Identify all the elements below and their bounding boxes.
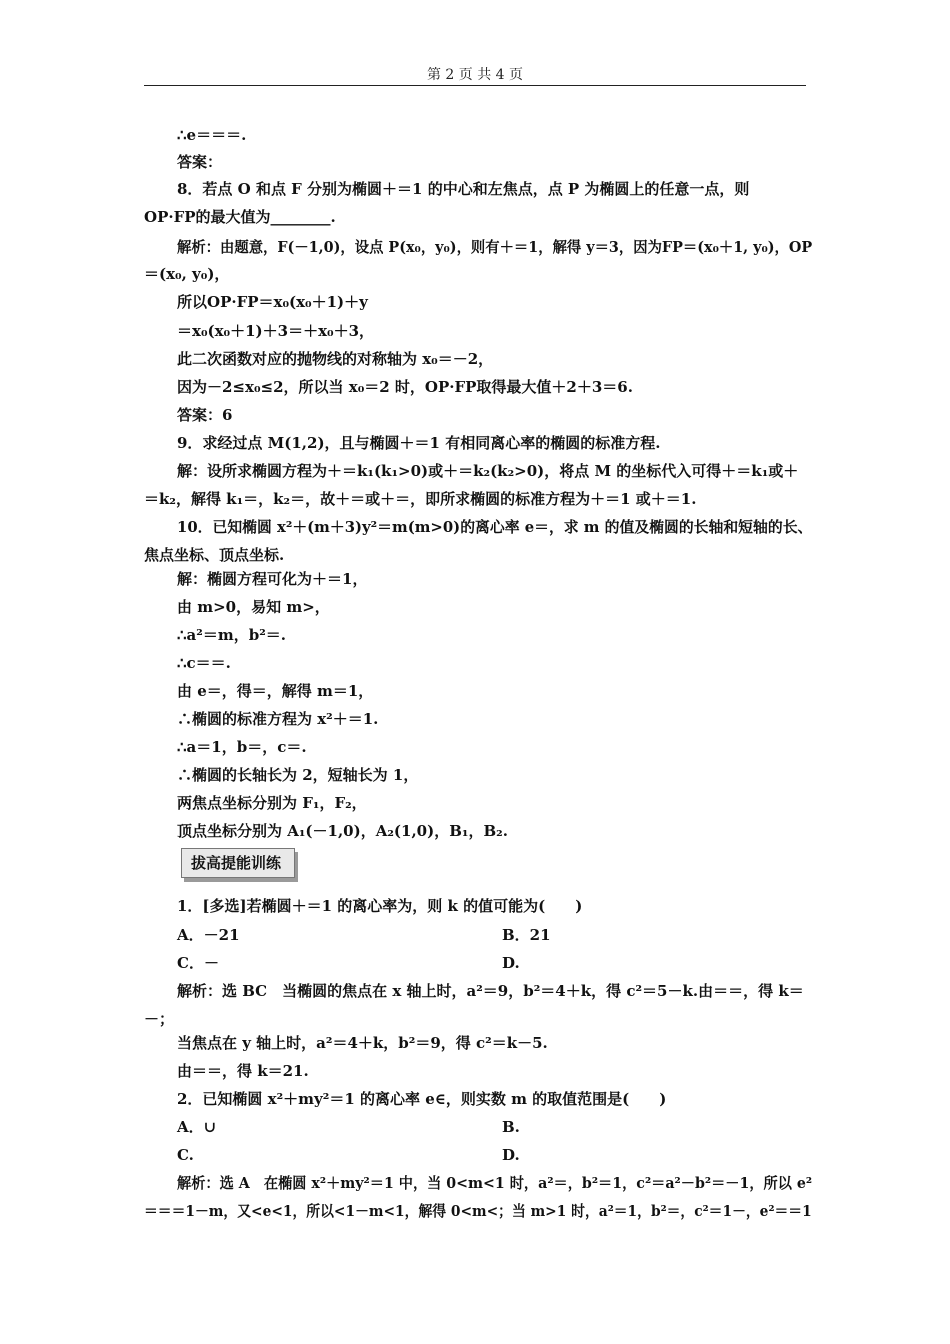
text-line: 由 m>0，易知 m>， bbox=[177, 598, 330, 616]
section-badge-label: 拔高提能训练 bbox=[191, 854, 282, 872]
option-b: B. bbox=[502, 1118, 520, 1136]
option-a: A．∪ bbox=[177, 1118, 217, 1136]
option-c: C. bbox=[177, 1146, 194, 1164]
text-line: ∴a＝1，b＝，c＝. bbox=[177, 738, 307, 756]
text-line: ∴a²＝m，b²＝. bbox=[177, 626, 286, 644]
answer-label: 答案： bbox=[177, 153, 223, 171]
text-line: 由＝＝，得 k＝21. bbox=[177, 1062, 309, 1080]
answer-label: 答案：6 bbox=[177, 406, 233, 424]
text-line: 此二次函数对应的抛物线的对称轴为 x₀＝－2， bbox=[177, 350, 494, 368]
text-line: 所以OP·FP＝x₀(x₀＋1)＋y bbox=[177, 293, 368, 311]
text-line: ∴椭圆的长轴长为 2，短轴长为 1， bbox=[177, 766, 419, 784]
text-line: 焦点坐标、顶点坐标. bbox=[144, 546, 285, 564]
option-c: C．－ bbox=[177, 954, 219, 972]
text-line: 顶点坐标分别为 A₁(－1,0)，A₂(1,0)，B₁，B₂. bbox=[177, 822, 508, 840]
option-d: D. bbox=[502, 954, 520, 972]
text-line: ∴e＝＝＝. bbox=[177, 126, 247, 144]
text-line: OP·FP的最大值为________. bbox=[144, 208, 336, 226]
text-line: 两焦点坐标分别为 F₁，F₂， bbox=[177, 794, 367, 812]
solution-line: 解析：选 A 在椭圆 x²＋my²＝1 中，当 0<m<1 时，a²＝，b²＝1，c²＝a²－b²＝－1，所以 e² bbox=[177, 1174, 813, 1192]
text-line: ＝＝＝1－m，又<e<1，所以<1－m<1，解得 0<m<；当 m>1 时，a²＝1，b²＝，c²＝1－，e²＝＝1 bbox=[144, 1202, 812, 1220]
page-header: 第 2 页 共 4 页 bbox=[426, 67, 524, 83]
question-1: 1．[多选]若椭圆＋＝1 的离心率为，则 k 的值可能为( ) bbox=[177, 897, 583, 915]
question-9: 9．求经过点 M(1,2)，且与椭圆＋＝1 有相同离心率的椭圆的标准方程. bbox=[177, 434, 661, 452]
question-10: 10．已知椭圆 x²＋(m＋3)y²＝m(m>0)的离心率 e＝，求 m 的值及椭圆的长轴和短轴的长、 bbox=[177, 518, 813, 536]
text-line: 当焦点在 y 轴上时，a²＝4＋k，b²＝9，得 c²＝k－5. bbox=[177, 1034, 548, 1052]
text-line: －； bbox=[144, 1010, 175, 1028]
text-line: ∴椭圆的标准方程为 x²＋＝1. bbox=[177, 710, 379, 728]
question-2: 2．已知椭圆 x²＋my²＝1 的离心率 e∈，则实数 m 的取值范围是( ) bbox=[177, 1090, 667, 1108]
text-line: ∴c＝＝. bbox=[177, 654, 231, 672]
solution-line: 解析：由题意，F(－1,0)，设点 P(x₀，y₀)，则有＋＝1，解得 y＝3，因为FP＝(x₀＋1, y₀)，OP bbox=[177, 238, 813, 256]
text-line: ＝(x₀, y₀)， bbox=[144, 265, 230, 283]
text-line: 因为－2≤x₀≤2，所以当 x₀＝2 时，OP·FP取得最大值＋2＋3＝6. bbox=[177, 378, 633, 396]
header-rule bbox=[144, 85, 806, 86]
option-b: B．21 bbox=[502, 926, 551, 944]
text-line: ＝k₂，解得 k₁＝，k₂＝，故＋＝或＋＝，即所求椭圆的标准方程为＋＝1 或＋＝1. bbox=[144, 490, 697, 508]
solution-line: 解：设所求椭圆方程为＋＝k₁(k₁>0)或＋＝k₂(k₂>0)，将点 M 的坐标代入可得＋＝k₁或＋ bbox=[177, 462, 799, 480]
solution-line: 解：椭圆方程可化为＋＝1， bbox=[177, 570, 368, 588]
text-line: 由 e＝，得＝，解得 m＝1， bbox=[177, 682, 374, 700]
option-a: A．－21 bbox=[177, 926, 240, 944]
section-badge bbox=[181, 848, 297, 882]
solution-line: 解析：选 BC 当椭圆的焦点在 x 轴上时，a²＝9，b²＝4＋k，得 c²＝5－k.由＝＝，得 k＝ bbox=[177, 982, 804, 1000]
question-8: 8．若点 O 和点 F 分别为椭圆＋＝1 的中心和左焦点，点 P 为椭圆上的任意一点，则 bbox=[177, 180, 750, 198]
option-d: D. bbox=[502, 1146, 520, 1164]
text-line: ＝x₀(x₀＋1)＋3＝＋x₀＋3， bbox=[177, 322, 375, 340]
